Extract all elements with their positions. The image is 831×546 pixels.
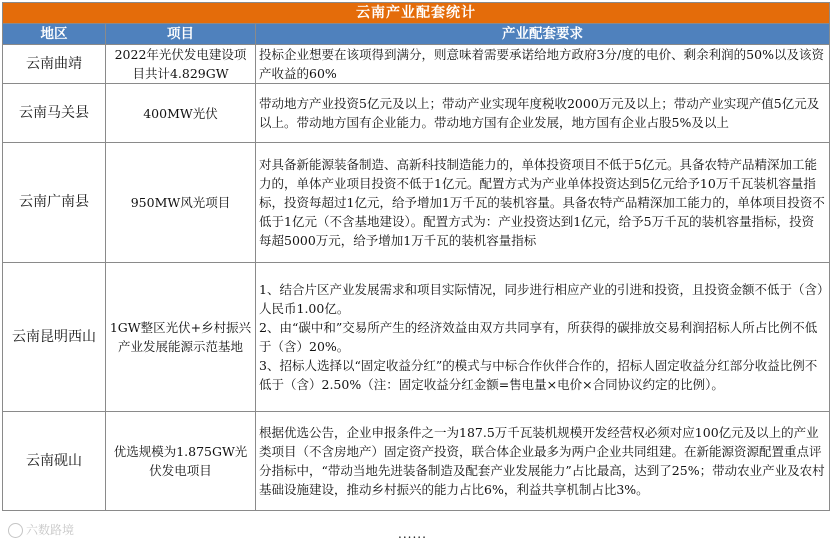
table-row — [3, 412, 830, 511]
table-row — [3, 84, 830, 143]
project-cell: 1GW整区光伏+乡村振兴产业发展能源示范基地 — [106, 263, 256, 412]
title-row — [3, 3, 830, 24]
watermark — [8, 521, 74, 538]
continuation-ellipsis: ...... — [398, 527, 427, 541]
table-row — [3, 45, 830, 84]
requirement-cell — [256, 45, 830, 84]
project-cell: 优选规模为1.875GW光伏发电项目 — [106, 412, 256, 511]
requirement-item-1: 1、结合片区产业发展需求和项目实际情况，同步进行相应产业的引进和投资，且投资金额不低于（含）人民币1.00亿。 — [259, 282, 824, 316]
requirement-text: 根据优选公告，企业申报条件之一为187.5万千瓦装机规模开发经营权必须对应100亿元及以上的产业类项目（不含房地产）固定资产投资，联合体企业最多为两户企业共同组建。在新能源资源配置重点评分指标中，“带动当地先进装备制造及配套产业发展能力”占比最高，达到了25%；带动农业产业及农村基础设施建设，推动乡村振兴的能力占比6%，利益共享机制占比3%。 — [259, 425, 825, 497]
table-row — [3, 263, 830, 412]
requirement-cell — [256, 263, 830, 412]
header-requirement: 产业配套要求 — [256, 24, 830, 45]
header-project: 项目 — [106, 24, 256, 45]
industry-table — [2, 2, 830, 511]
requirement-cell — [256, 412, 830, 511]
requirement-text: 带动地方产业投资5亿元及以上；带动产业实现年度税收2000万元及以上；带动产业实现产值5亿元及以上。带动地方国有企业能力。带动地方国有企业发展，地方国有企业占股5%及以上 — [259, 96, 820, 130]
project-cell: 950MW风光项目 — [106, 143, 256, 263]
requirement-text: 投标企业想要在该项得到满分，则意味着需要承诺给地方政府3分/度的电价、剩余利润的50%以及该资产收益的60% — [259, 47, 824, 81]
project-cell: 2022年光伏发电建设项目共计4.829GW — [106, 45, 256, 84]
project-cell: 400MW光伏 — [106, 84, 256, 143]
header-row — [3, 24, 830, 45]
table-title: 云南产业配套统计 — [3, 3, 830, 24]
table-row — [3, 143, 830, 263]
region-cell: 云南昆明西山 — [3, 263, 106, 412]
watermark-logo-icon — [8, 523, 23, 538]
requirement-item-3: 3、招标人选择以“固定收益分红”的模式与中标合作伙伴合作的，招标人固定收益分红部分收益比例不低于（含）2.50%（注：固定收益分红金额=售电量×电价×合同协议约定的比例）。 — [259, 358, 818, 392]
header-region: 地区 — [3, 24, 106, 45]
watermark-text: 六数路境 — [26, 523, 75, 537]
region-cell: 云南曲靖 — [3, 45, 106, 84]
region-cell: 云南砚山 — [3, 412, 106, 511]
requirement-item-2: 2、由“碳中和”交易所产生的经济效益由双方共同享有，所获得的碳排放交易利润招标人所占比例不低于（含）20%。 — [259, 320, 818, 354]
region-cell: 云南广南县 — [3, 143, 106, 263]
region-cell: 云南马关县 — [3, 84, 106, 143]
requirement-cell — [256, 143, 830, 263]
requirement-text: 对具备新能源装备制造、高新科技制造能力的，单体投资项目不低于5亿元。具备农特产品精深加工能力的，单体产业项目投资不低于1亿元。配置方式为产业单体投资达到5亿元给予10万千瓦装机容量指标，投资每超过1亿元，给予增加1万千瓦的装机容量。具备农特产品精深加工能力的，单体项目投资不低于1亿元（不含基地建设）。配置方式为：产业投资达到1亿元，给予5万千瓦的装机容量指标，投资每超5000万元，给予增加1万千瓦的装机容量指标 — [259, 157, 825, 248]
requirement-cell — [256, 84, 830, 143]
